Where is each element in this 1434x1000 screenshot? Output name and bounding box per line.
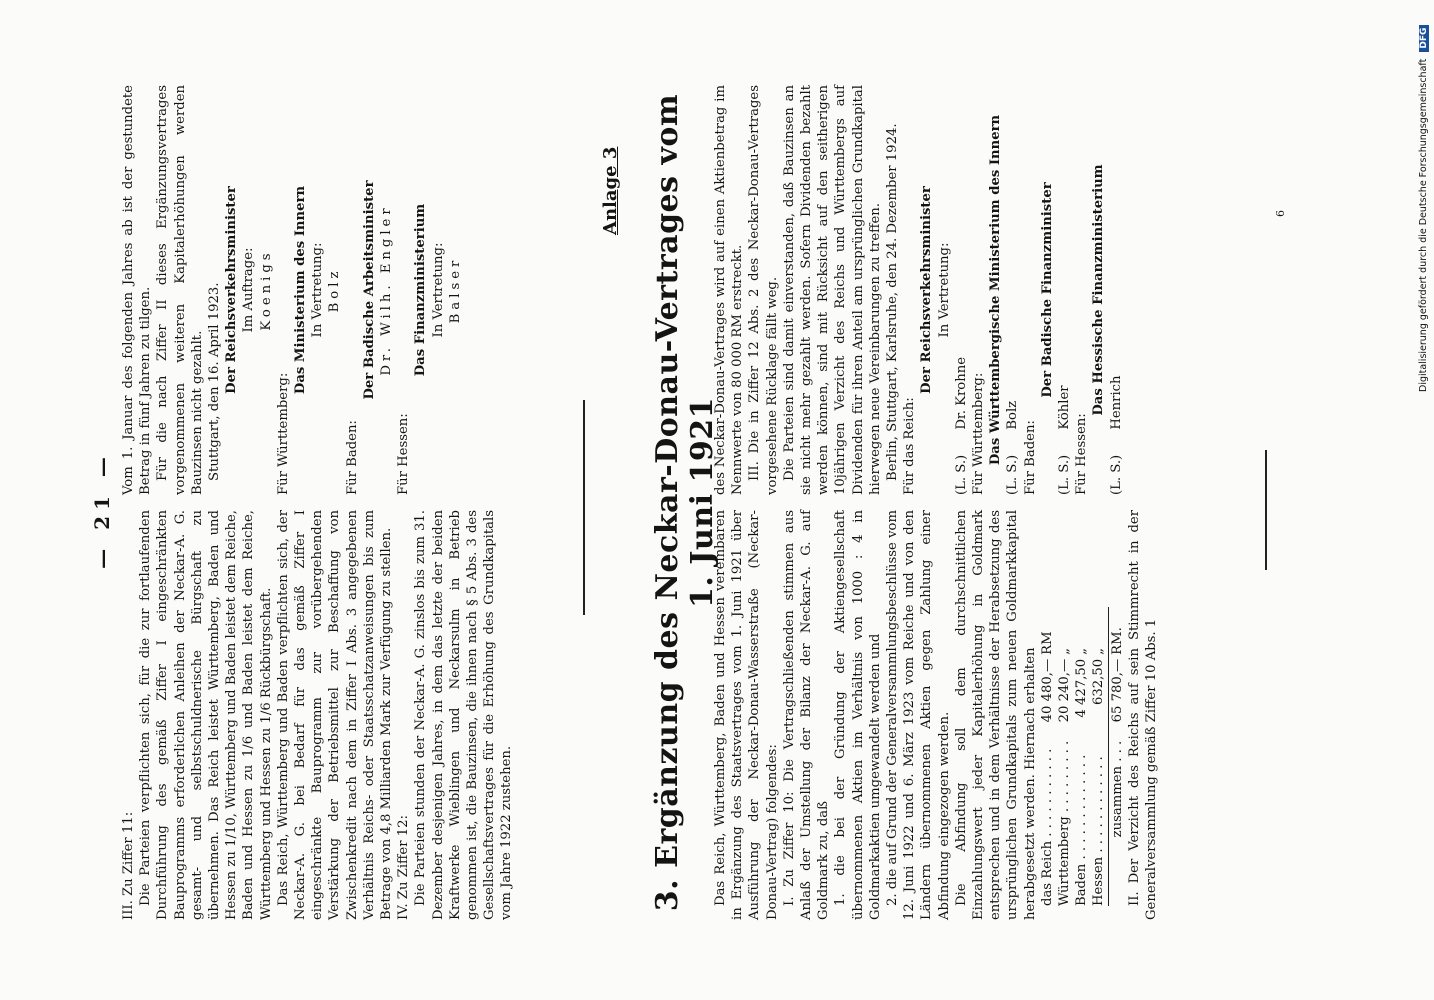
signatory-note: In Vertretung:: [430, 242, 446, 338]
amount-value: 20 240,—: [1057, 658, 1073, 723]
section-iv-heading: IV. Zu Ziffer 12:: [396, 815, 412, 920]
signatory-title: Der Badische Arbeitsminister: [361, 180, 377, 400]
sum-label: zusammen . . .: [1108, 737, 1126, 906]
signatory-name: Balser: [447, 256, 463, 324]
amount-unit: „: [1057, 647, 1073, 655]
signatory-title: Das Finanzministerium: [413, 203, 429, 377]
amount-label: Hessen . . . . . . . . . . . .: [1091, 756, 1107, 906]
signatory-label: Für Baden:: [1022, 420, 1038, 495]
paragraph: Die Parteien sind damit einverstanden, daß Bauzinsen an sie nicht mehr gezahlt werden. Sofern Dividenden bezahlt werden können, sind mit Rücksicht auf den seitherigen 10jährigen Verzicht des Reichs und Württembergs auf Dividenden für ihren Anteil am ursprünglichen Grundkapital hierwegen neue Vereinbarungen zu treffen.: [781, 85, 883, 495]
signatory-label: Für Württemberg:: [971, 372, 987, 495]
divider-rule: [583, 400, 585, 615]
signatory-label: Für das Reich:: [902, 397, 918, 495]
signatory-title: Der Reichsverkehrsminister: [224, 186, 240, 394]
page-number: — 21 —: [90, 451, 114, 569]
column-lower-right: [712, 85, 1125, 495]
credit-text: Digitalisierung gefördert durch die Deutsche Forschungsgemeinschaft: [1418, 58, 1429, 392]
date-line: Berlin, Stuttgart, Karlsruhe, den 24. Dezember 1924.: [885, 123, 901, 481]
column-upper-left: [120, 510, 516, 920]
paragraph: III. Die in Ziffer 12 Abs. 2 des Neckar-Donau-Vertrages vorgesehene Rücklage fällt weg.: [747, 85, 780, 495]
amount-value: 632,50: [1091, 658, 1107, 705]
table-row: [1039, 607, 1056, 906]
dfg-logo: DFG: [1419, 25, 1429, 52]
signatory-title: Das Hessische Finanzministerium: [1091, 164, 1107, 416]
signatory-name: Dr. Wilh. Engler: [379, 204, 395, 376]
signatory-label: Für Hessen:: [396, 413, 412, 495]
table-row: [1056, 607, 1073, 906]
column-lower-left: [712, 510, 1160, 920]
rotated-document: [90, 80, 1290, 940]
signatory-note: In Vertretung:: [310, 242, 326, 338]
table-row: [1090, 607, 1108, 906]
list-item: 2. die auf Grund der Generalversammlungsbeschlüsse vom 12. Juni 1922 und 6. März 1923 vom Reiche und von den Ländern übernommenen Aktien gegen Zahlung einer Abfindung eingezogen werden.: [885, 510, 952, 920]
paragraph: Die Parteien stunden der Neckar-A. G. zinslos bis zum 31. Dezember desjenigen Jahres, in dem das letzte der beiden Kraftwerke Wieblingen und Neckarsulm in Betrieb genommen ist, die Bauzinsen, die ihnen nach § 5 Abs. 3 des Gesellschaftsvertrages für die Erhöhung des Grundkapitals vom Jahre 1922 zustehen.: [413, 510, 515, 920]
paragraph: Für die nach Ziffer II dieses Ergänzungsvertrages vorgenommenen weiteren Kapitalerhöhungen werden Bauzinsen nicht gezahlt.: [155, 85, 205, 495]
signatory-title: Der Badische Finanzminister: [1039, 182, 1055, 398]
amount-unit: „: [1091, 647, 1107, 655]
table-row: [1073, 607, 1090, 906]
signatory-name: (L. S.) Köhler: [1057, 385, 1073, 495]
signatory-note: In Vertretung:: [936, 242, 952, 338]
signatory-name: (L. S.) Bolz: [1005, 400, 1021, 495]
annex-label: Anlage 3: [600, 146, 621, 235]
sum-value: 65 780,—: [1108, 655, 1126, 737]
signatory-title: Das Ministerium des Innern: [293, 185, 309, 395]
signatory-title: Der Reichsverkehrsminister: [919, 186, 935, 394]
footer-mark: 6: [1274, 210, 1287, 217]
amount-label: Baden . . . . . . . . . . . . .: [1074, 754, 1090, 906]
signatory-note: Im Auftrage:: [241, 247, 257, 333]
amount-unit: „: [1074, 647, 1090, 655]
amounts-table: [1039, 607, 1126, 906]
paragraph: des Neckar-Donau-Vertrages wird auf einen Aktienbetrag im Nennwerte von 80 000 RM erstreckt.: [713, 85, 746, 495]
paragraph: Das Reich, Württemberg, Baden und Hessen vereinbaren in Ergänzung des Staatsvertrages vom 1. Juni 1921 über Ausführung der Neckar-Donau-Wasserstraße (Neckar-Donau-Vertrag) folgendes:: [713, 510, 780, 920]
table-sum-row: [1108, 607, 1126, 906]
list-item: 1. die bei der Gründung der Aktiengesellschaft übernommenen Aktien im Verhältnis von 1000 : 4 in Goldmarkaktien umgewandelt werden und: [833, 510, 883, 920]
date-line: Stuttgart, den 16. April 1923.: [207, 282, 223, 481]
paragraph: Das Reich, Württemberg und Baden verpflichten sich, der Neckar-A. G. bei Bedarf für das gemäß Ziffer I eingeschränkte Bauprogramm zur vorübergehenden Verstärkung der Betriebsmittel zur Beschaffung von Zwischenkredit nach dem in Ziffer I Abs. 3 angegebenen Verhältnis Reichs- oder Staatsschatzanweisungen bis zum Betrage von 4,8 Milliarden Mark zur Verfügung zu stellen.: [275, 510, 395, 920]
signatory-name: Koenigs: [258, 249, 274, 331]
column-upper-right: [120, 85, 464, 495]
divider-rule: [1265, 450, 1267, 570]
paragraph: Die Abfindung soll dem durchschnittlichen Einzahlungswert jeder Kapitalerhöhung in Goldmark entsprechen und in dem Verhältnisse der Herabsetzung des ursprünglichen Grundkapitals zum neuen Goldmarkkapital herabgesetzt werden. Hiernach erhalten: [953, 510, 1038, 920]
signatory-label: Für Württemberg:: [275, 372, 291, 495]
digitization-credit: [1418, 0, 1432, 392]
amount-label: das Reich . . . . . . . . . . .: [1039, 748, 1055, 906]
signatory-name: Bolz: [327, 267, 343, 313]
paragraph: II. Der Verzicht des Reichs auf sein Stimmrecht in der Generalversammlung gemäß Ziffer 10 Abs. 1: [1126, 510, 1160, 920]
amount-value: 40 480,—: [1039, 658, 1055, 723]
sum-unit: RM.: [1108, 607, 1126, 655]
paragraph: Vom 1. Januar des folgenden Jahres ab ist der gestundete Betrag in fünf Jahren zu tilgen.: [121, 85, 154, 495]
signatory-label: Für Baden:: [344, 420, 360, 495]
signatory-label: Für Hessen:: [1074, 413, 1090, 495]
section-iii-heading: III. Zu Ziffer 11:: [121, 811, 136, 920]
signatory-name: (L. S.) Dr. Krohne: [953, 356, 969, 495]
section-heading: 3. Ergänzung des Neckar-Donau-Vertrages vom 1. Juni 1921: [650, 93, 720, 912]
amount-value: 4 427,50: [1074, 658, 1090, 718]
amount-unit: RM: [1039, 631, 1055, 655]
signatory-name: (L. S.) Henrich: [1108, 375, 1124, 495]
paragraph: Die Parteien verpflichten sich, für die zur fortlaufenden Durchführung des gemäß Ziffer I eingeschränkten Bauprogramms erforderlichen Anleihen der Neckar-A. G. gesamt- und selbstschuldnerische Bürgschaft zu übernehmen. Das Reich leistet Württemberg, Baden und Hessen zu 1/10, Württemberg und Baden leistet dem Reiche, Baden und Hessen zu 1/6 und Baden leistet dem Reiche, Württemberg und Hessen zu 1/6 Rückbürgschaft.: [138, 510, 274, 920]
paragraph: I. Zu Ziffer 10: Die Vertragschließenden stimmen aus Anlaß der Umstellung der Bilanz der Neckar-A. G. auf Goldmark zu, daß: [781, 510, 832, 920]
signatory-title: Das Württembergische Ministerium des Innern: [988, 114, 1004, 466]
amount-label: Württemberg . . . . . . . . .: [1057, 740, 1073, 906]
